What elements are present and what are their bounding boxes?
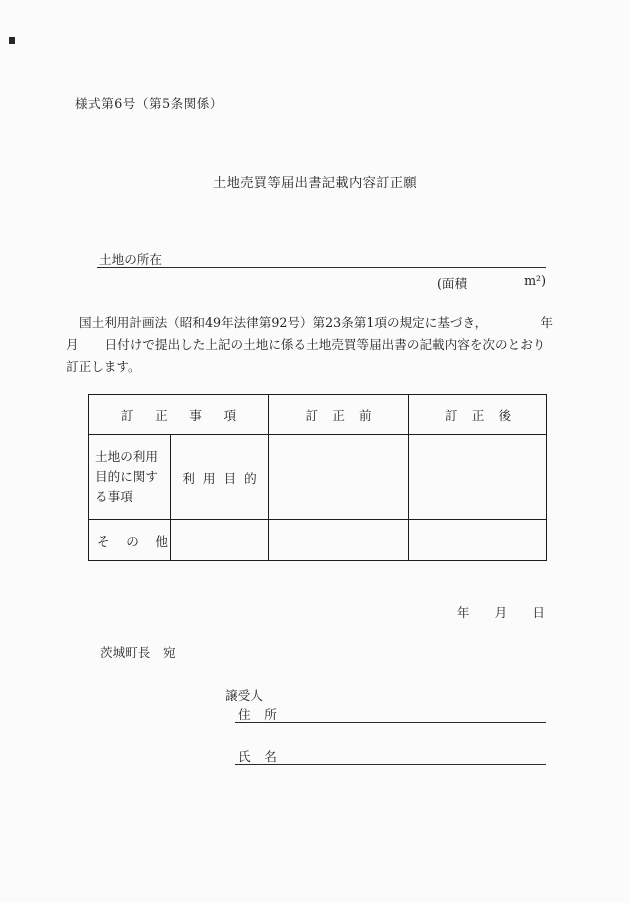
address-value <box>277 707 291 722</box>
body-line-2 <box>66 334 553 356</box>
land-location-label: 土地の所在 <box>99 252 162 267</box>
scan-artifact-mark <box>9 37 15 44</box>
addressee-line: 茨城町長 宛 <box>100 645 176 660</box>
page-title: 土地売買等届出書記載内容訂正願 <box>213 176 417 191</box>
table-row1-after-cell <box>409 435 547 520</box>
form-number: 様式第6号（第5条関係） <box>75 96 223 111</box>
table-row1-subitem: 利 用 目 的 <box>171 435 269 520</box>
name-label: 氏 名 <box>238 749 278 764</box>
body-paragraph <box>66 312 553 377</box>
table-row1-category: 土地の利用目的に関する事項 <box>89 435 171 520</box>
correction-table <box>88 394 547 561</box>
table-row2-before-cell <box>269 520 409 560</box>
table-row1-before-cell <box>269 435 409 520</box>
land-location-value <box>162 252 176 267</box>
area-unit: m²) <box>524 273 546 288</box>
body-line-1 <box>66 312 553 334</box>
body-line-1-text: 国土利用計画法（昭和49年法律第92号）第23条第1項の規定に基づき， <box>79 315 488 330</box>
body-line-3: 訂正します。 <box>66 358 141 374</box>
area-label: (面積 <box>437 276 468 291</box>
table-row2-after-cell <box>409 520 547 560</box>
name-field <box>235 746 546 765</box>
area-field <box>437 273 546 290</box>
body-line-1-year: 年 <box>540 315 553 330</box>
name-value <box>277 749 291 764</box>
body-line-2-text: 日付けで提出した上記の土地に係る土地売買等届出書の記載内容を次のとおり <box>104 336 546 352</box>
date-line: 年 月 日 <box>456 605 545 620</box>
table-header-before: 訂 正 前 <box>269 395 409 435</box>
transferee-label: 譲受人 <box>225 688 263 703</box>
table-header-correction-item: 訂 正 事 項 <box>89 395 269 435</box>
table-header-after: 訂 正 後 <box>409 395 547 435</box>
body-line-2-month: 月 <box>66 336 79 352</box>
address-field <box>235 704 546 723</box>
table-row2-subitem <box>171 520 269 560</box>
table-row2-category: そ の 他 <box>89 520 171 560</box>
address-label: 住 所 <box>238 707 278 722</box>
land-location-field <box>97 249 546 268</box>
